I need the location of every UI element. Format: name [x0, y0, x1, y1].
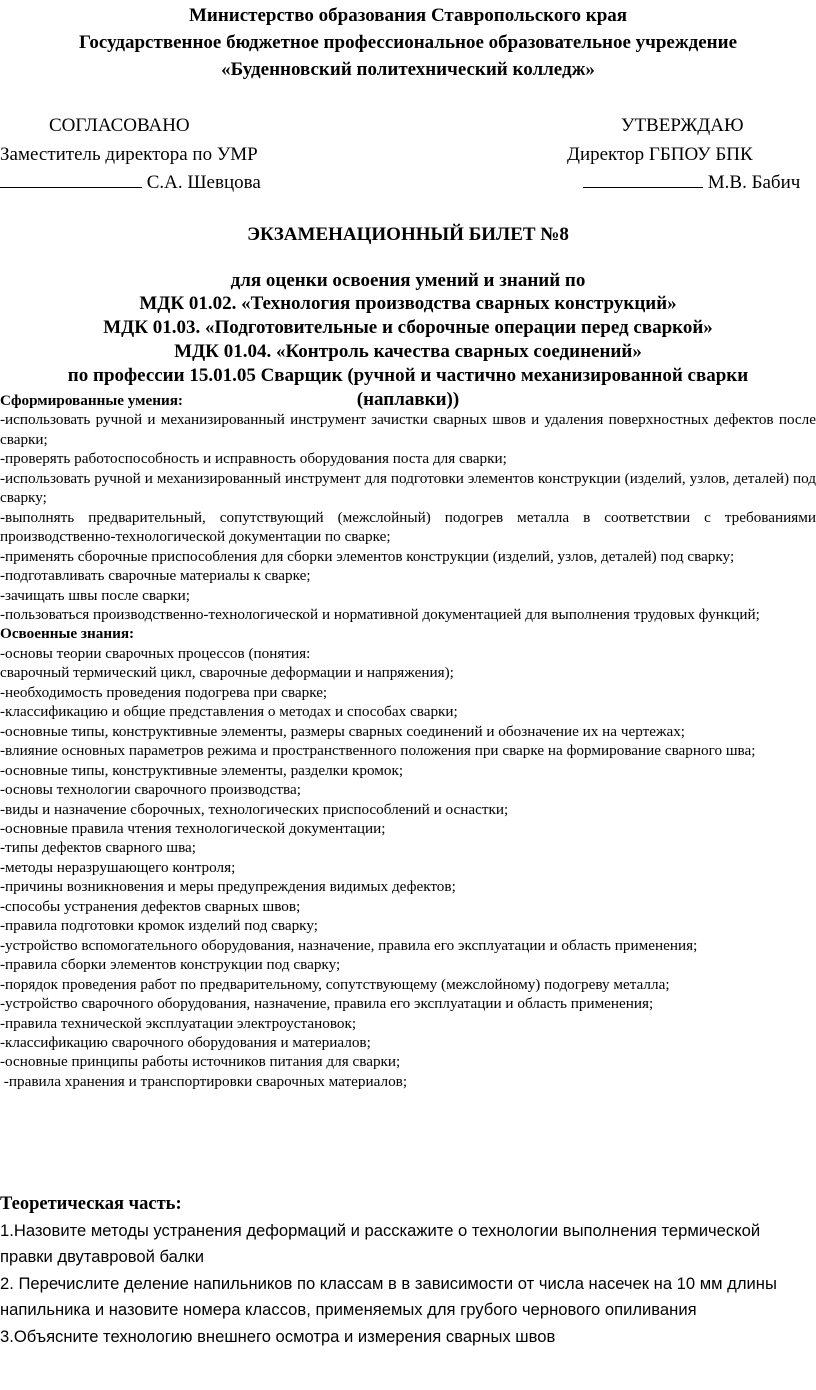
ticket-title: ЭКЗАМЕНАЦИОННЫЙ БИЛЕТ №8 — [247, 224, 569, 245]
theory-section — [0, 1192, 816, 1350]
agreed-name: С.А. Шевцова — [146, 172, 261, 193]
competencies-section — [0, 391, 816, 1091]
list-item: -основные типы, конструктивные элементы, разделки кромок; — [0, 761, 404, 779]
list-item: -выполнять предварительный, сопутствующий (межслойный) подогрев металла в соответствии с требованиями производственно-технологической документации по сварке; — [0, 508, 816, 546]
list-item: -типы дефектов сварного шва; — [0, 839, 196, 857]
approved-signature — [583, 170, 800, 195]
list-item: -основы теории сварочных процессов (понятия: — [0, 644, 311, 662]
agreed-title: СОГЛАСОВАНО — [49, 115, 190, 136]
signature-line — [0, 170, 142, 188]
list-item: -основные принципы работы источников питания для сварки; — [0, 1053, 401, 1071]
skills-heading: Сформированные умения: — [0, 392, 183, 409]
list-item: -классификацию сварочного оборудования и материалов; — [0, 1033, 371, 1051]
list-item: -устройство сварочного оборудования, назначение, правила его эксплуатации и область применения; — [0, 995, 654, 1013]
list-item: -использовать ручной и механизированный инструмент зачистки сварных швов и удаления поверхностных дефектов после сварки; — [0, 411, 816, 448]
mdk-0104: МДК 01.04. «Контроль качества сварных соединений» — [174, 341, 642, 362]
approved-role: Директор ГБПОУ БПК — [567, 144, 753, 165]
agreed-signature — [0, 170, 261, 195]
list-item: -правила технической эксплуатации электроустановок; — [0, 1014, 357, 1032]
question-1: 1.Назовите методы устранения деформаций и расскажите о технологии выполнения термической правки двутавровой балки — [0, 1221, 761, 1267]
list-item: -основы технологии сварочного производства; — [0, 781, 301, 799]
list-item: -основные правила чтения технологической документации; — [0, 819, 386, 837]
ticket-header — [0, 222, 816, 412]
question-3: 3.Объясните технологию внешнего осмотра и измерения сварных швов — [0, 1326, 556, 1346]
list-item: -подготавливать сварочные материалы к сварке; — [0, 567, 311, 585]
agreed-role: Заместитель директора по УМР — [0, 144, 258, 165]
approved-name: М.В. Бабич — [707, 172, 801, 193]
signature-line — [583, 170, 703, 188]
list-item: -правила подготовки кромок изделий под сварку; — [0, 917, 318, 935]
list-item: -основные типы, конструктивные элементы, размеры сварных соединений и обозначение их на чертежах; — [0, 722, 686, 740]
list-item: -пользоваться производственно-технологической и нормативной документацией для выполнения трудовых функций; — [0, 605, 760, 623]
mdk-0103: МДК 01.03. «Подготовительные и сборочные операции перед сваркой» — [103, 317, 713, 338]
list-item: -правила хранения и транспортировки сварочных материалов; — [0, 1072, 408, 1090]
knowledge-heading: Освоенные знания: — [0, 625, 135, 643]
list-item: сварочный термический цикл, сварочные деформации и напряжения); — [0, 664, 454, 682]
list-item: -проверять работоспособность и исправность оборудования поста для сварки; — [0, 450, 507, 468]
list-item: -влияние основных параметров режима и пространственного положения при сварке на формирование сварного шва; — [0, 742, 756, 760]
list-item: -причины возникновения и меры предупреждения видимых дефектов; — [0, 878, 456, 896]
list-item: -способы устранения дефектов сварных швов; — [0, 897, 301, 915]
knowledge-list — [0, 644, 816, 1091]
college-name-line: «Буденновский политехнический колледж» — [221, 59, 595, 80]
profession-line: по профессии 15.01.05 Сварщик (ручной и частично механизированной сварки (наплавки)) — [67, 365, 749, 410]
question-2: 2. Перечислите деление напильников по классам в в зависимости от числа насечек на 10 мм длины напильника и назовите номера классов, применяемых для грубого чернового опиливания — [0, 1273, 777, 1320]
theory-heading: Теоретическая часть: — [0, 1194, 182, 1214]
list-item: -устройство вспомогательного оборудования, назначение, правила его эксплуатации и область применения; — [0, 936, 698, 954]
approved-title: УТВЕРЖДАЮ — [621, 115, 744, 136]
list-item: -применять сборочные приспособления для сборки элементов конструкции (изделий, узлов, деталей) под сварку; — [0, 547, 735, 565]
list-item: -использовать ручной и механизированный инструмент для подготовки элементов конструкции (изделий, узлов, деталей) под сварку; — [0, 469, 816, 507]
list-item: -методы неразрушающего контроля; — [0, 858, 236, 876]
list-item: -зачищать швы после сварки; — [0, 586, 190, 604]
ticket-subtitle: для оценки освоения умений и знаний по — [230, 270, 586, 291]
list-item: -правила сборки элементов конструкции под сварку; — [0, 956, 341, 974]
list-item: -классификацию и общие представления о методах и способах сварки; — [0, 703, 458, 721]
skills-list — [0, 410, 816, 624]
list-item: -порядок проведения работ по предварительному, сопутствующему (межслойному) подогреву металла; — [0, 975, 670, 993]
institution-type-line: Государственное бюджетное профессиональное образовательное учреждение — [78, 32, 738, 53]
list-item: -необходимость проведения подогрева при сварке; — [0, 683, 328, 701]
mdk-0102: МДК 01.02. «Технология производства сварных конструкций» — [139, 293, 677, 314]
list-item: -виды и назначение сборочных, технологических приспособлений и оснастки; — [0, 800, 509, 818]
ministry-line: Министерство образования Ставропольского края — [188, 5, 628, 26]
